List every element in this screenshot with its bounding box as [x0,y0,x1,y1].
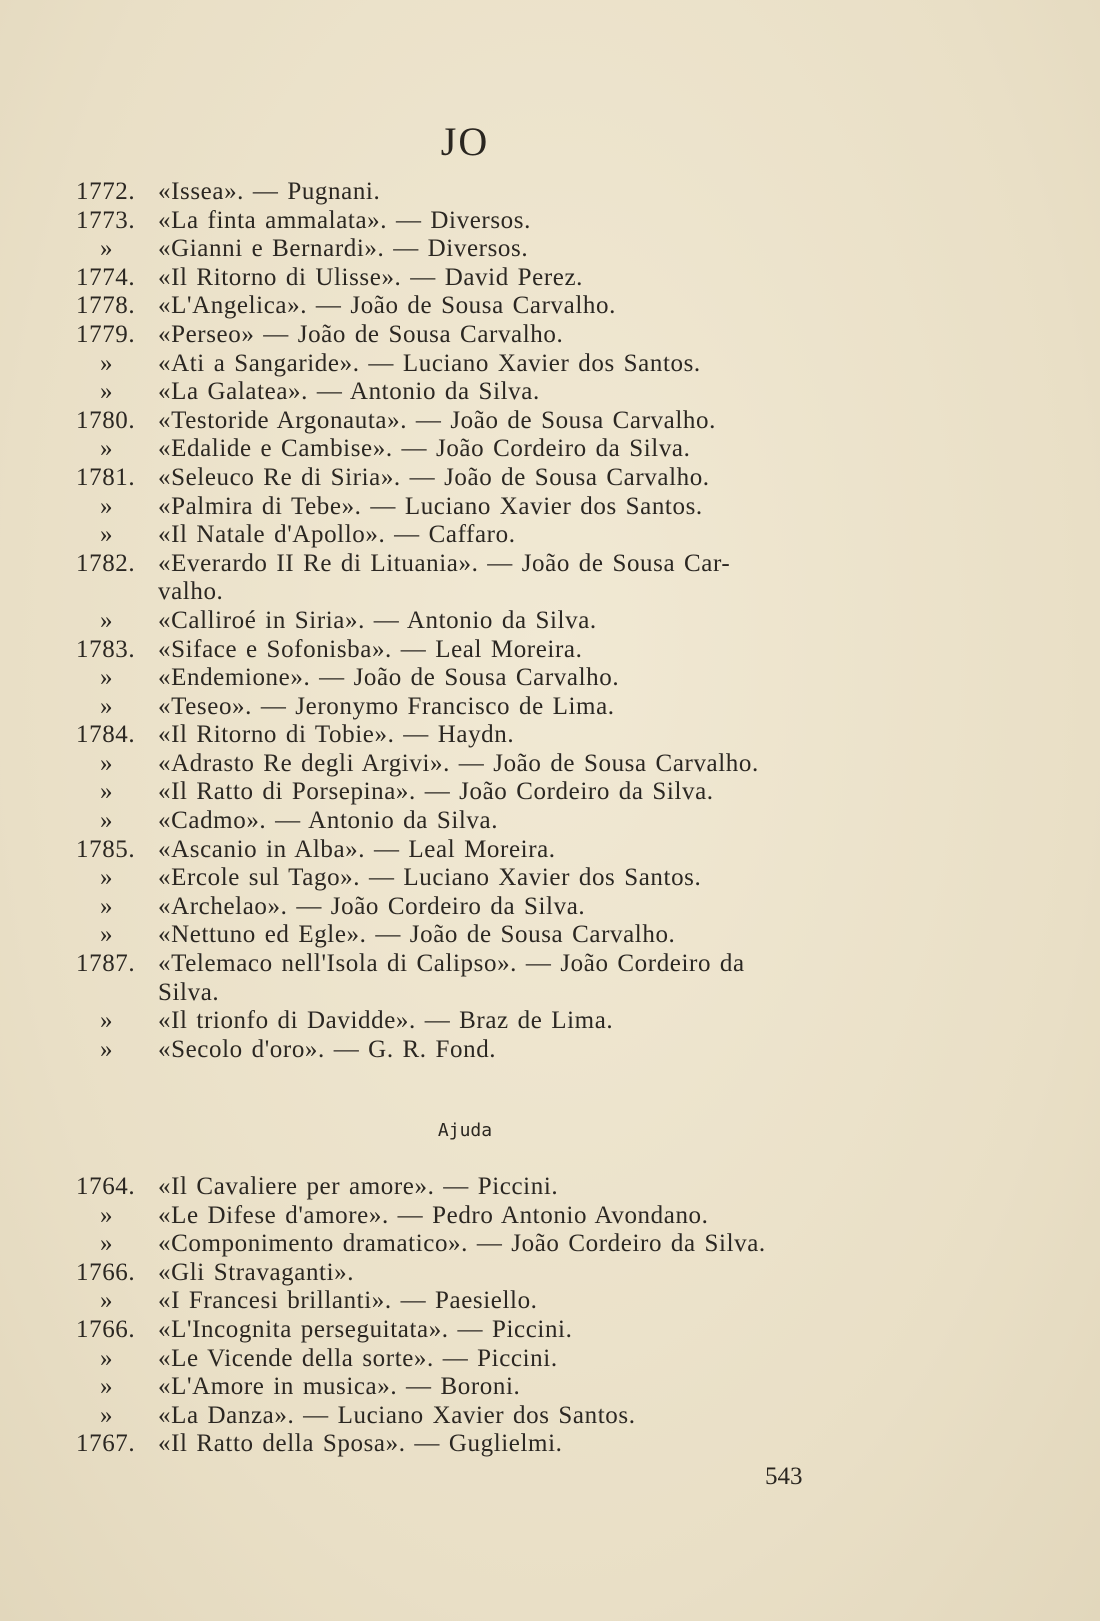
opera-entry [158,836,866,865]
opera-entry [158,750,866,779]
entry-text: «Teseo». — Jeronymo Francisco de Lima. [158,692,615,720]
ditto-mark: » [100,606,114,634]
opera-entry [158,1316,866,1345]
section-heading-ajuda: Ajuda [437,1120,493,1141]
opera-entry [158,636,866,665]
list-item [76,1287,866,1316]
opera-entry [158,778,866,807]
ditto-mark: » [100,664,114,692]
opera-entry [158,607,866,636]
list-item [76,1259,866,1288]
opera-entry [158,493,866,522]
list-item [76,750,866,779]
opera-list-section-1 [76,178,866,1064]
ditto-mark: » [100,521,114,549]
entry-text: «Issea». — Pugnani. [158,178,381,205]
list-item [76,1036,866,1065]
list-item [76,550,866,607]
ditto-mark: » [100,778,114,806]
opera-entry [158,1007,866,1036]
entry-text: «I Francesi brillanti». — Paesiello. [158,1287,538,1315]
entry-text: «La finta ammalata». — Diversos. [158,206,531,234]
entry-text: «Endemione». — João de Sousa Carvalho. [158,664,620,692]
list-item [76,636,866,665]
list-item [76,1230,866,1259]
year-label: 1772. [76,178,136,205]
entry-continuation: valho. [158,578,224,606]
list-item [76,407,866,436]
entry-text: «Il Ratto di Porsepina». — João Cordeiro da Silva. [158,778,714,806]
opera-entry [158,1259,866,1288]
entry-text: «La Galatea». — Antonio da Silva. [158,378,540,406]
ditto-mark: » [100,807,114,835]
year-label: 1767. [76,1430,136,1458]
entry-text: «Edalide e Cambise». — João Cordeiro da Silva. [158,435,691,463]
list-item [76,836,866,865]
entry-text: «Ati a Sangaride». — Luciano Xavier dos Santos. [158,349,701,377]
list-item [76,664,866,693]
entry-text: «L'Angelica». — João de Sousa Carvalho. [158,292,616,320]
list-item [76,950,866,1007]
list-item [76,1202,866,1231]
opera-entry [158,1230,866,1259]
ditto-mark: » [100,692,114,720]
opera-entry [158,435,866,464]
list-item [76,1007,866,1036]
opera-entry [158,1402,866,1431]
opera-entry [158,407,866,436]
ditto-mark: » [100,378,114,406]
entry-text: «L'Incognita perseguitata». — Piccini. [158,1315,573,1343]
list-item [76,464,866,493]
list-item [76,521,866,550]
entry-text: «Il Ritorno di Tobie». — Haydn. [158,721,515,749]
ditto-mark: » [100,1007,114,1035]
opera-entry [158,664,866,693]
list-item [76,350,866,379]
list-item [76,721,866,750]
ditto-mark: » [100,435,114,463]
opera-entry [158,721,866,750]
list-item [76,607,866,636]
ditto-mark: » [100,1230,114,1258]
entry-text: «Il Ratto della Sposa». — Guglielmi. [158,1430,563,1458]
entry-text: «La Danza». — Luciano Xavier dos Santos. [158,1401,636,1429]
entry-text: «Gli Stravaganti». [158,1258,355,1286]
entry-text: «Telemaco nell'Isola di Calipso». — João Cordeiro da [158,950,745,978]
year-label: 1778. [76,292,136,320]
opera-entry [158,1173,866,1202]
ditto-mark: » [100,1201,114,1229]
list-item [76,693,866,722]
page-header-mark: JO [440,119,490,164]
entry-text: «Le Difese d'amore». — Pedro Antonio Avondano. [158,1201,709,1229]
opera-entry [158,321,866,350]
list-item [76,807,866,836]
year-label: 1764. [76,1173,136,1200]
year-label: 1766. [76,1258,136,1286]
opera-entry [158,292,866,321]
list-item [76,493,866,522]
entry-text: «Everardo II Re di Lituania». — João de Sousa Car- [158,549,731,577]
entry-text: «Le Vicende della sorte». — Piccini. [158,1344,558,1372]
entry-text: «Nettuno ed Egle». — João de Sousa Carvalho. [158,921,676,949]
opera-entry [158,464,866,493]
entry-text: «L'Amore in musica». — Boroni. [158,1373,521,1401]
ditto-mark: » [100,892,114,920]
opera-entry [158,207,866,236]
page-number: 543 [765,1463,803,1490]
list-item [76,264,866,293]
opera-list-section-2 [76,1173,866,1459]
entry-text: «Secolo d'oro». — G. R. Fond. [158,1035,497,1063]
year-label: 1774. [76,263,136,291]
opera-entry [158,1430,866,1459]
entry-text: «Il Ritorno di Ulisse». — David Perez. [158,263,584,291]
list-item [76,178,866,207]
list-item [76,1373,866,1402]
entry-text: «Siface e Sofonisba». — Leal Moreira. [158,635,583,663]
opera-entry [158,521,866,550]
year-label: 1783. [76,635,136,663]
entry-text: «Gianni e Bernardi». — Diversos. [158,235,529,263]
ditto-mark: » [100,349,114,377]
entry-text: «Il Natale d'Apollo». — Caffaro. [158,521,516,549]
entry-text: «Palmira di Tebe». — Luciano Xavier dos Santos. [158,492,703,520]
list-item [76,921,866,950]
entry-text: «Ercole sul Tago». — Luciano Xavier dos Santos. [158,864,702,892]
year-label: 1782. [76,549,136,577]
opera-entry [158,950,866,1007]
opera-entry [158,864,866,893]
entry-text: «Perseo» — João de Sousa Carvalho. [158,320,564,348]
entry-text: «Il Cavaliere per amore». — Piccini. [158,1173,559,1200]
opera-entry [158,893,866,922]
opera-entry [158,807,866,836]
entry-text: «Il trionfo di Davidde». — Braz de Lima. [158,1007,614,1035]
opera-entry [158,693,866,722]
entry-text: «Componimento dramatico». — João Cordeiro da Silva. [158,1230,766,1258]
ditto-mark: » [100,921,114,949]
ditto-mark: » [100,1344,114,1372]
opera-entry [158,921,866,950]
list-item [76,321,866,350]
ditto-mark: » [100,1401,114,1429]
year-label: 1766. [76,1315,136,1343]
opera-entry [158,550,866,607]
year-label: 1780. [76,406,136,434]
ditto-mark: » [100,864,114,892]
opera-entry [158,1345,866,1374]
entry-text: «Calliroé in Siria». — Antonio da Silva. [158,606,597,634]
year-label: 1787. [76,950,136,978]
year-label: 1773. [76,206,136,234]
list-item [76,378,866,407]
list-item [76,1345,866,1374]
list-item [76,864,866,893]
entry-text: «Archelao». — João Cordeiro da Silva. [158,892,586,920]
list-item [76,778,866,807]
ditto-mark: » [100,492,114,520]
opera-entry [158,178,866,207]
ditto-mark: » [100,1287,114,1315]
opera-entry [158,1287,866,1316]
ditto-mark: » [100,1373,114,1401]
entry-text: «Ascanio in Alba». — Leal Moreira. [158,835,556,863]
entry-text: «Cadmo». — Antonio da Silva. [158,807,499,835]
ditto-mark: » [100,1035,114,1063]
opera-entry [158,1202,866,1231]
list-item [76,1430,866,1459]
entry-continuation: Silva. [158,978,220,1006]
ditto-mark: » [100,749,114,777]
list-item [76,1316,866,1345]
list-item [76,207,866,236]
list-item [76,235,866,264]
year-label: 1785. [76,835,136,863]
year-label: 1779. [76,320,136,348]
opera-entry [158,235,866,264]
opera-entry [158,264,866,293]
entry-text: «Seleuco Re di Siria». — João de Sousa Carvalho. [158,463,710,491]
ditto-mark: » [100,235,114,263]
list-item [76,292,866,321]
opera-entry [158,378,866,407]
list-item [76,893,866,922]
opera-entry [158,1373,866,1402]
list-item [76,435,866,464]
entry-text: «Testoride Argonauta». — João de Sousa Carvalho. [158,406,716,434]
list-item [76,1402,866,1431]
year-label: 1781. [76,463,136,491]
list-item [76,1173,866,1202]
entry-text: «Adrasto Re degli Argivi». — João de Sousa Carvalho. [158,749,759,777]
year-label: 1784. [76,721,136,749]
opera-entry [158,350,866,379]
opera-entry [158,1036,866,1065]
